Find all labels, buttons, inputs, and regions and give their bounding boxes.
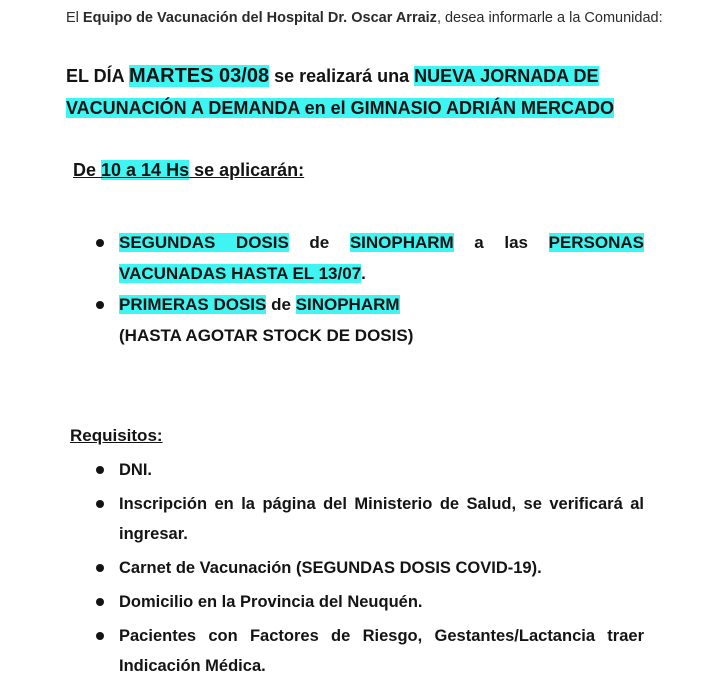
requirement-text: DNI. [119, 461, 152, 479]
dose-type: SEGUNDAS DOSIS [119, 233, 289, 252]
dose-connector: a las [453, 233, 549, 252]
list-item [72, 455, 644, 485]
list-item [72, 553, 644, 583]
list-item [72, 289, 644, 351]
requirements-title: Requisitos: [70, 426, 163, 445]
requirement-text: Carnet de Vacunación (SEGUNDAS DOSIS COVID-19). [119, 559, 542, 577]
schedule-line [73, 160, 304, 181]
bullet-icon [96, 598, 104, 606]
headline-middle: se realizará una [269, 66, 415, 86]
headline [66, 60, 686, 124]
requirement-text: Domicilio en la Provincia del Neuquén. [119, 593, 423, 611]
intro-suffix: , desea informarle a la Comunidad: [436, 10, 663, 26]
event-date: MARTES 03/08 [129, 65, 270, 87]
schedule-hours: 10 a 14 Hs [101, 160, 190, 180]
requirements-list [72, 455, 644, 685]
dose-connector: de [266, 295, 296, 314]
headline-lead: EL DÍA [66, 66, 130, 86]
list-item [72, 621, 644, 681]
intro-text [66, 6, 706, 30]
bullet-icon [96, 564, 104, 572]
requirement-text: Inscripción en la página del Ministerio de Salud, se verificará al ingresar. [119, 495, 644, 543]
schedule-prefix: De [73, 160, 102, 180]
list-item [72, 227, 644, 289]
vaccine-name: SINOPHARM [349, 233, 454, 252]
doses-list [72, 227, 644, 351]
stock-note: (HASTA AGOTAR STOCK DE DOSIS) [119, 326, 414, 345]
organization-name: Equipo de Vacunación del Hospital Dr. Oscar Arraiz [82, 10, 437, 26]
bullet-icon [96, 466, 104, 474]
bullet-icon [96, 500, 104, 508]
intro-prefix: El [66, 10, 83, 26]
vaccine-name: SINOPHARM [295, 295, 400, 314]
dose-period: . [361, 264, 366, 283]
target-group: PERSONAS VACUNADAS HASTA EL 13/07 [119, 233, 644, 283]
event-description: NUEVA JORNADA DE VACUNACIÓN A DEMANDA en el GIMNASIO ADRIÁN MERCADO [66, 66, 615, 118]
list-item [72, 489, 644, 549]
requirement-text: Pacientes con Factores de Riesgo, Gestantes/Lactancia traer Indicación Médica. [119, 627, 644, 675]
bullet-icon [96, 239, 104, 247]
bullet-icon [96, 301, 104, 309]
list-item [72, 587, 644, 617]
dose-connector: de [288, 233, 350, 252]
bullet-icon [96, 632, 104, 640]
dose-type: PRIMERAS DOSIS [119, 295, 267, 314]
schedule-suffix: se aplicarán: [189, 160, 305, 180]
